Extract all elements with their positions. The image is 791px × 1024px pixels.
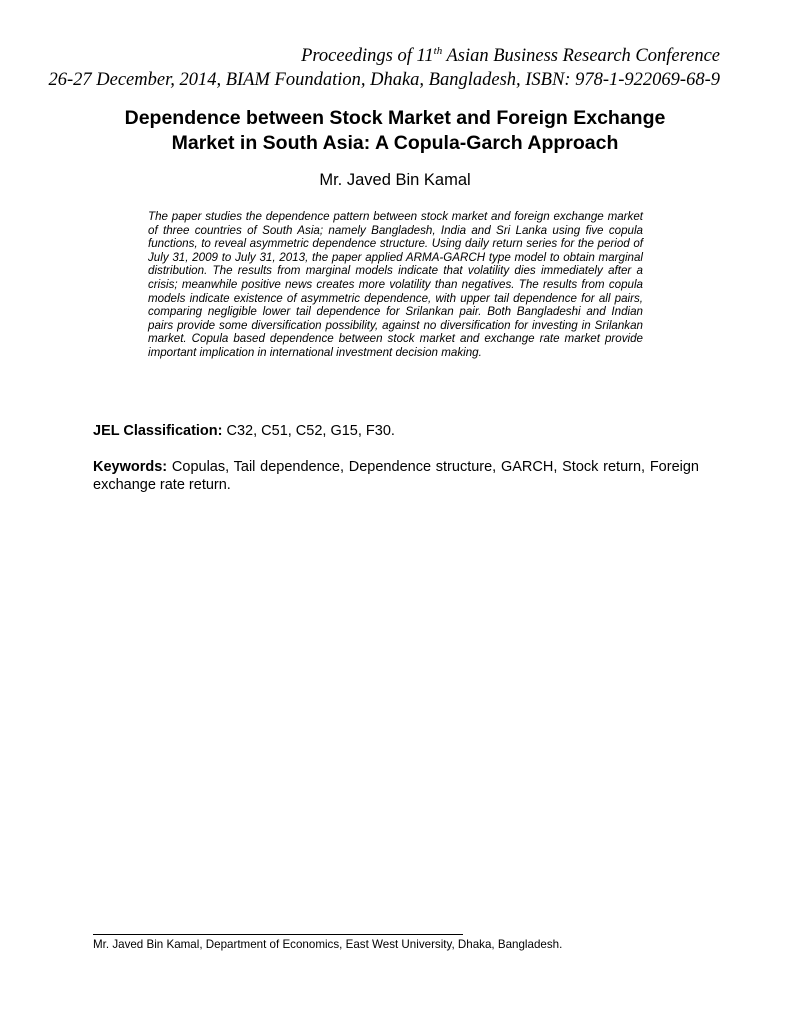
footnote-divider [93, 934, 463, 935]
jel-classification [93, 422, 395, 440]
proceedings-text: Proceedings of 11 [301, 46, 434, 66]
paper-title-line1: Dependence between Stock Market and Foreign Exchange [124, 107, 666, 129]
author-name: Mr. Javed Bin Kamal [319, 171, 471, 189]
abstract: The paper studies the dependence pattern between stock market and foreign exchange market of three countries of South Asia; namely Bangladesh, India and Sri Lanka using five copula functions, to reveal asymmetric dependence structure. Using daily return series for the period of July 31, 2009 to July 31, 2013, the paper applied ARMA-GARCH type model to obtain marginal distribution. The results from marginal models indicate that volatility dies immediately after a crisis; meanwhile positive news creates more volatility than negatives. The results from copula models indicate existence of asymmetric dependence, with upper tail dependence for all pairs, comparing negligible lower tail dependence for Srilankan pair. Both Bangladeshi and Indian pairs provide some diversification possibility, against no diversification for investing in Srilankan market. Copula based dependence between stock market and exchange rate market provide important implication in international investment decision making. [148, 210, 643, 359]
ordinal-superscript: th [433, 45, 443, 57]
jel-label: JEL Classification: [93, 423, 223, 439]
paper-title-line2: Market in South Asia: A Copula-Garch Approach [171, 132, 619, 154]
conference-header-line2: 26-27 December, 2014, BIAM Foundation, Dhaka, Bangladesh, ISBN: 978-1-922069-68-9 [48, 70, 720, 90]
keywords-value: Copulas, Tail dependence, Dependence structure, GARCH, Stock return, Foreign exchange rate return. [93, 459, 699, 493]
conference-name: Asian Business Research Conference [442, 46, 720, 66]
keywords [93, 458, 699, 494]
author-affiliation-footnote: Mr. Javed Bin Kamal, Department of Economics, East West University, Dhaka, Bangladesh. [93, 938, 563, 951]
keywords-label: Keywords: [93, 459, 168, 475]
conference-header [40, 44, 720, 92]
jel-value: C32, C51, C52, G15, F30. [222, 423, 395, 439]
conference-header-line1 [40, 44, 720, 68]
paper-title [60, 106, 730, 156]
